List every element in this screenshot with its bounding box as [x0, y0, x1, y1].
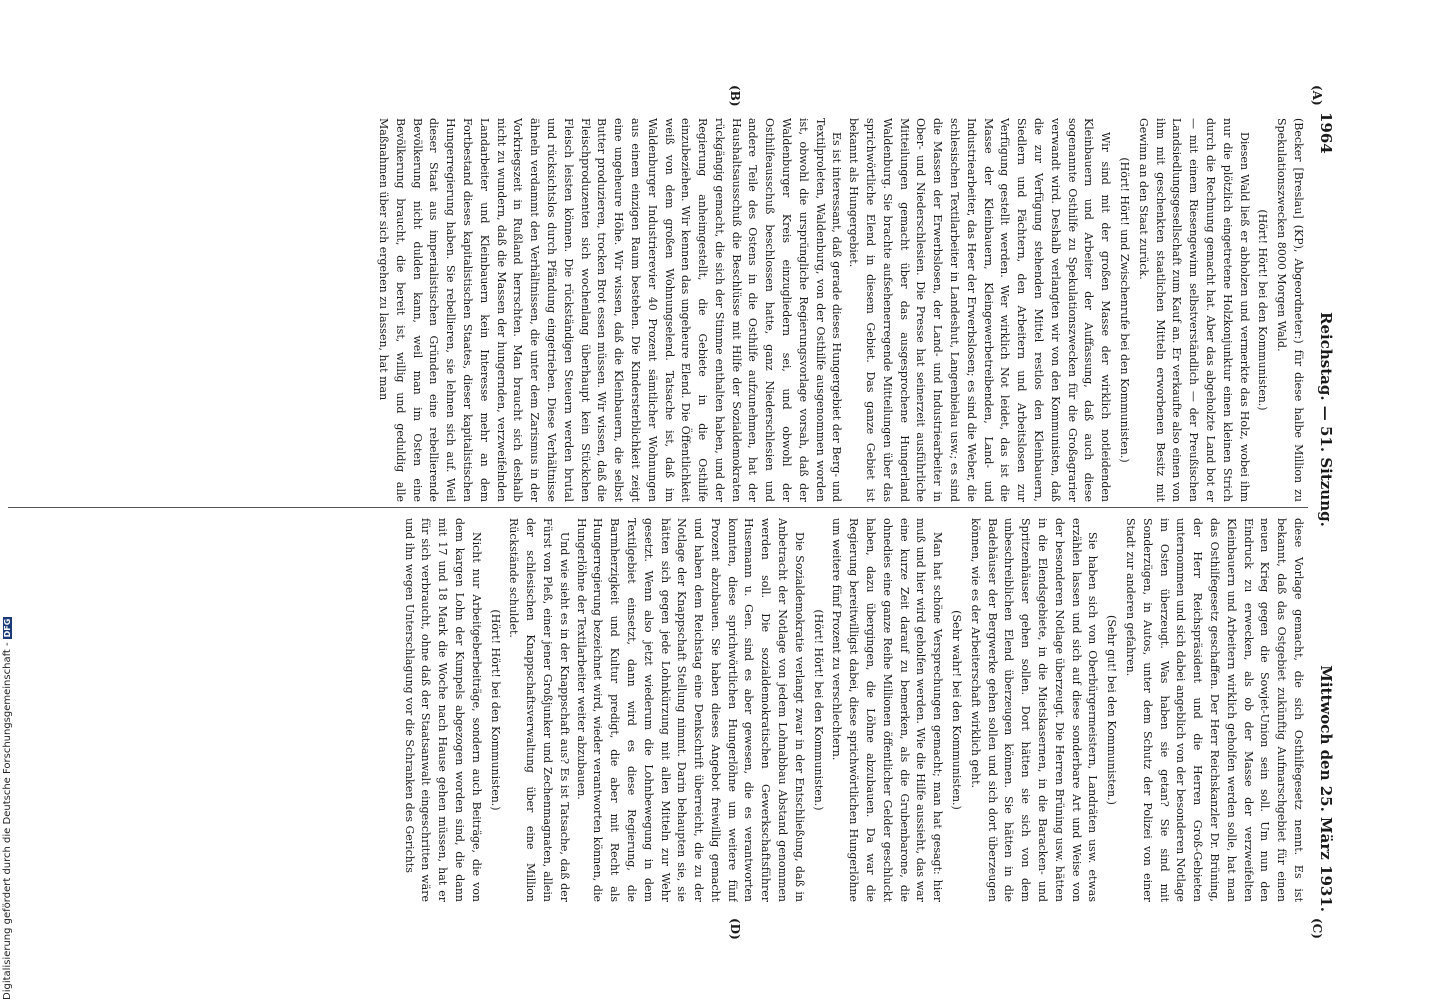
right-column-paragraph: Nicht nur Arbeitgeberbeiträge, sondern auch Beiträge, die von dem kargen Lohn der Kumpels abgezogen worden sind, die dann mit 17 und 18 Mark die Woche nach Hause gehen müssen, hat er für sich verbraucht, ohne daß der Staatsanwalt eingeschritten wäre und ihn wegen Unterschlagung vor die Schranken des Gerichts — [402, 518, 483, 902]
column-divider — [8, 507, 1308, 508]
session-date: Mittwoch den 25. März 1931. — [1317, 665, 1335, 912]
right-column-paragraph: Die Sozialdemokratie verlangt zwar in der Entschließung, daß in Anbetracht der Notlage von jedem Lohnabbau Abstand genommen werden soll. Die sozialdemokratischen Gewerkschaftsführer Husemann u. Gen. sind es aber gewesen, die es verantworten konnten, diese sprichwörtlichen Hungerlöhne um weitere fünf Prozent abzubauen. Sie haben dieses Angebot freiwillig gemacht und haben dem Reichstag eine Denkschrift überreicht, die zu der Notlage der Knappschaft Stellung nimmt. Darin behaupten sie, sie hätten sich gegen jede Lohnkürzung mit allen Mitteln zur Wehr gesetzt. Wenn also jetzt wiederum die Lohnbewegung in dem Textilgebiet einsetzt, dann wird es diese Regierung, die Barmherzigkeit und Kultur predigt, die aber mit Recht als Hungerregierung bezeichnet wird, wieder verantworten können, die Hungerlöhne der Textilarbeiter weiter abzubauen. — [574, 518, 806, 902]
left-text-column — [1, 118, 1306, 502]
page-number: 1964 — [1317, 112, 1335, 154]
right-column-interjection: (Sehr wahr! bei den Kommunisten.) — [950, 610, 964, 810]
left-column-interjection: (Hört! Hört! und Zwischenrufe bei den Kommunisten.) — [1118, 157, 1132, 463]
dfg-logo: DFG — [3, 618, 12, 638]
page-title: Reichstag. — 51. Sitzung. — [1317, 312, 1335, 527]
margin-marker-c: (C) — [1310, 918, 1324, 939]
margin-marker-d: (D) — [728, 918, 742, 940]
right-column-interjection: (Hört! Hört! bei den Kommunisten.) — [488, 609, 502, 811]
right-column-paragraph: diese Vorlage gemacht, die sich Osthilfegesetz nennt. Es ist bekannt, daß das Ostgebiet zukünftig Aufmarschgebiet für einen neuen Krieg gegen die Sowjet-Union sein soll. Um nun den Eindruck zu erwecken, als ob der Masse der verzweifelten Kleinbauern und Arbeitern wirklich geholfen werden solle, hat man das Osthilfegesetz geschaffen. Der Herr Reichskanzler Dr. Brüning, der Herr Reichspräsident und die Herren Groß-Gebieten unternommen und sich dabei angeblich von der besonderen Notlage im Osten überzeugt. Was haben sie getan? Sie sind mit Sonderzügen, in Autos, unter dem Schutz der Polizei von einer Stadt zur anderen gefahren. — [1124, 518, 1305, 902]
left-column-paragraph: Diesen Wald ließ er abholzen und vermerkte das Holz, wobei ihm nur die plötzlich eingetretene Holzkonjunktur einen kleinen Strich durch die Rechnung gemacht hat. Aber das abgeholzte Land bot er — mit einem Riesengewinn selbstverständlich — der Preußischen Landsiedlungsgesellschaft zum Kauf an. Er verkaufte also einen von ihm mit geschenkten staatlichen Mitteln erworbenen Besitz mit Gewinn an den Staat zurück. — [1136, 118, 1251, 502]
page-header — [1311, 112, 1339, 912]
digitization-credit — [2, 617, 13, 1000]
right-column-paragraph: Und wie sieht es in der Knappschaft aus? Es ist Tatsache, daß der Fürst von Pleß, einer jener Großjunker und Zechenmagnaten, allein der schlesischen Knappschaftsverwaltung über eine Million Rückstände schuldet. — [507, 518, 571, 902]
right-column-interjection: (Hört! Hört! bei den Kommunisten.) — [811, 609, 825, 811]
right-column-paragraph: Sie haben sich von Oberbürgermeistern, Landräten usw. etwas erzählen lassen und sich auf diese sonderbare Art und Weise von der besonderen Notlage überzeugt. Die Herren Brüning usw. hätten in die Elendsgebiete, in die Mietskasernen, in die Baracken- und Spritzenhäuser gehen sollen. Dort hätten sie sich von dem unbeschreiblichen Elend überzeugen können. Sie hätten in die Badehäuser der Bergwerke gehen sollen und sich dort überzeugen können, wie es der Arbeiterschaft wirklich geht. — [968, 518, 1100, 902]
left-column-paragraph: (Becker [Breslau] (KP), Abgeordneter:) für diese halbe Million zu Spekulationszwecken 8000 Morgen Wald. — [1275, 118, 1305, 502]
left-column-interjection: (Hört! Hört! bei den Kommunisten.) — [1256, 209, 1270, 411]
left-column-paragraph: Wir sind mit der großen Masse der wirklich notleidenden Kleinbauern und Arbeiter der Auffassung, daß auch diese sogenannte Osthilfe zu Spekulationszwecken für die Großagrarier verwandt wird. Deshalb verlangten wir von den Kommunisten, daß die zur Verfügung stehenden Mittel restlos den Kleinbauern, Siedlern und Pächtern, den Arbeitern und Arbeitslosen zur Verfügung gestellt werden. Wer wirklich Not leidet, das ist die Masse der Kleinbauern, Kleingewerbetreibenden, Land- und Industriearbeiter, das Heer der Erwerbslosen; es sind die Weber, die schlesischen Textilarbeiter in Landeshut, Langenbielau usw.; es sind die Massen der Erwerbslosen, der Land- und Industriearbeiter in Ober- und Niederschlesien. Die Presse hat seinerzeit ausführliche Mitteilungen gemacht über das ausgesprochene Hungerland Waldenburg. Sie brachte aufsehenerregende Mitteilungen über das sprichwörtliche Elend in diesem Gebiet. Das ganze Gebiet ist bekannt als Hungergebiet. — [847, 118, 1113, 502]
left-column-paragraph: Es ist interessant, daß gerade dieses Hungergebiet der Berg- und Textilproleten, Waldenburg, von der Osthilfe ausgenommen worden ist, obwohl die ursprüngliche Regierungsvorlage vorsah, daß der Waldenburger Kreis einzugliedern sei, und obwohl der Osthilfeausschuß beschlossen hatte, ganz Niederschlesien und andere Teile des Ostens in die Osthilfe aufzunehmen, hat der Haushaltsausschuß die Beschlüsse mit Hilfe der Sozialdemokraten rückgängig gemacht, die sich der Stimme enthalten haben, und der Regierung anheimgestellt, die Gebiete in die Osthilfe einzubeziehen. Wir kennen das ungeheure Elend. Die Öffentlichkeit weiß von dem großen Wohnungselend. Tatsache ist, daß im Waldenburger Industrierevier 40 Prozent sämtlicher Wohnungen aus einem einzigen Raum bestehen. Die Kindersterblichkeit zeigt eine ungeheure Höhe. Wir wissen, daß die Kleinbauern, die selbst Butter produzieren, trocken Brot essen müssen. Wir wissen, daß die Fleischproduzenten sich wochenlang überhaupt kein Stückchen Fleisch leisten können. Die rückständigen Steuern werden brutal und rücksichtslos durch Pfändung eingetrieben. Diese Verhältnisse ähneln verdammt den Verhältnissen, die unter dem Zarismus in der Vorkriegszeit in Rußland herrschten. Man braucht sich deshalb nicht zu wundern, daß die Massen der hungernden, verzweifelnden Landarbeiter und Kleinbauern kein Interesse mehr an dem Fortbestand dieses kapitalistischen Staates, dieser kapitalistischen Hungerregierung haben. Sie rebellieren, sie lehnen sich auf. Weil dieser Staat aus imperialistischen Gründen eine rebellierende Bevölkerung nicht dulden kann, weil man im Osten eine Bevölkerung braucht, die bereit ist, willig und geduldig alle Maßnahmen über sich ergehen zu lassen, hat man — [376, 118, 844, 502]
margin-marker-a: (A) — [1310, 85, 1324, 106]
credit-text: Digitalisierung gefördert durch die Deutsche Forschungsgemeinschaft - — [2, 642, 13, 1000]
right-column-paragraph: Man hat schöne Versprechungen gemacht; man hat gesagt: hier muß und hier wird geholfen werden. Wie die Hilfe aussieht, das war eine kurze Zeit darauf zu bemerken, als die Grubenbarone, die ohnedies eine ganze Reihe Millionen öffentlicher Gelder geschluckt haben, dazu übergingen, die Löhne abzubauen. Da war die Regierung bereitwilligst dabei, diese sprichwörtlichen Hungerlöhne um weitere fünf Prozent zu verschlechtern. — [830, 518, 945, 902]
right-column-interjection: (Sehr gut! bei den Kommunisten.) — [1105, 615, 1119, 805]
margin-marker-b: (B) — [728, 85, 742, 107]
right-text-column — [1, 518, 1306, 902]
